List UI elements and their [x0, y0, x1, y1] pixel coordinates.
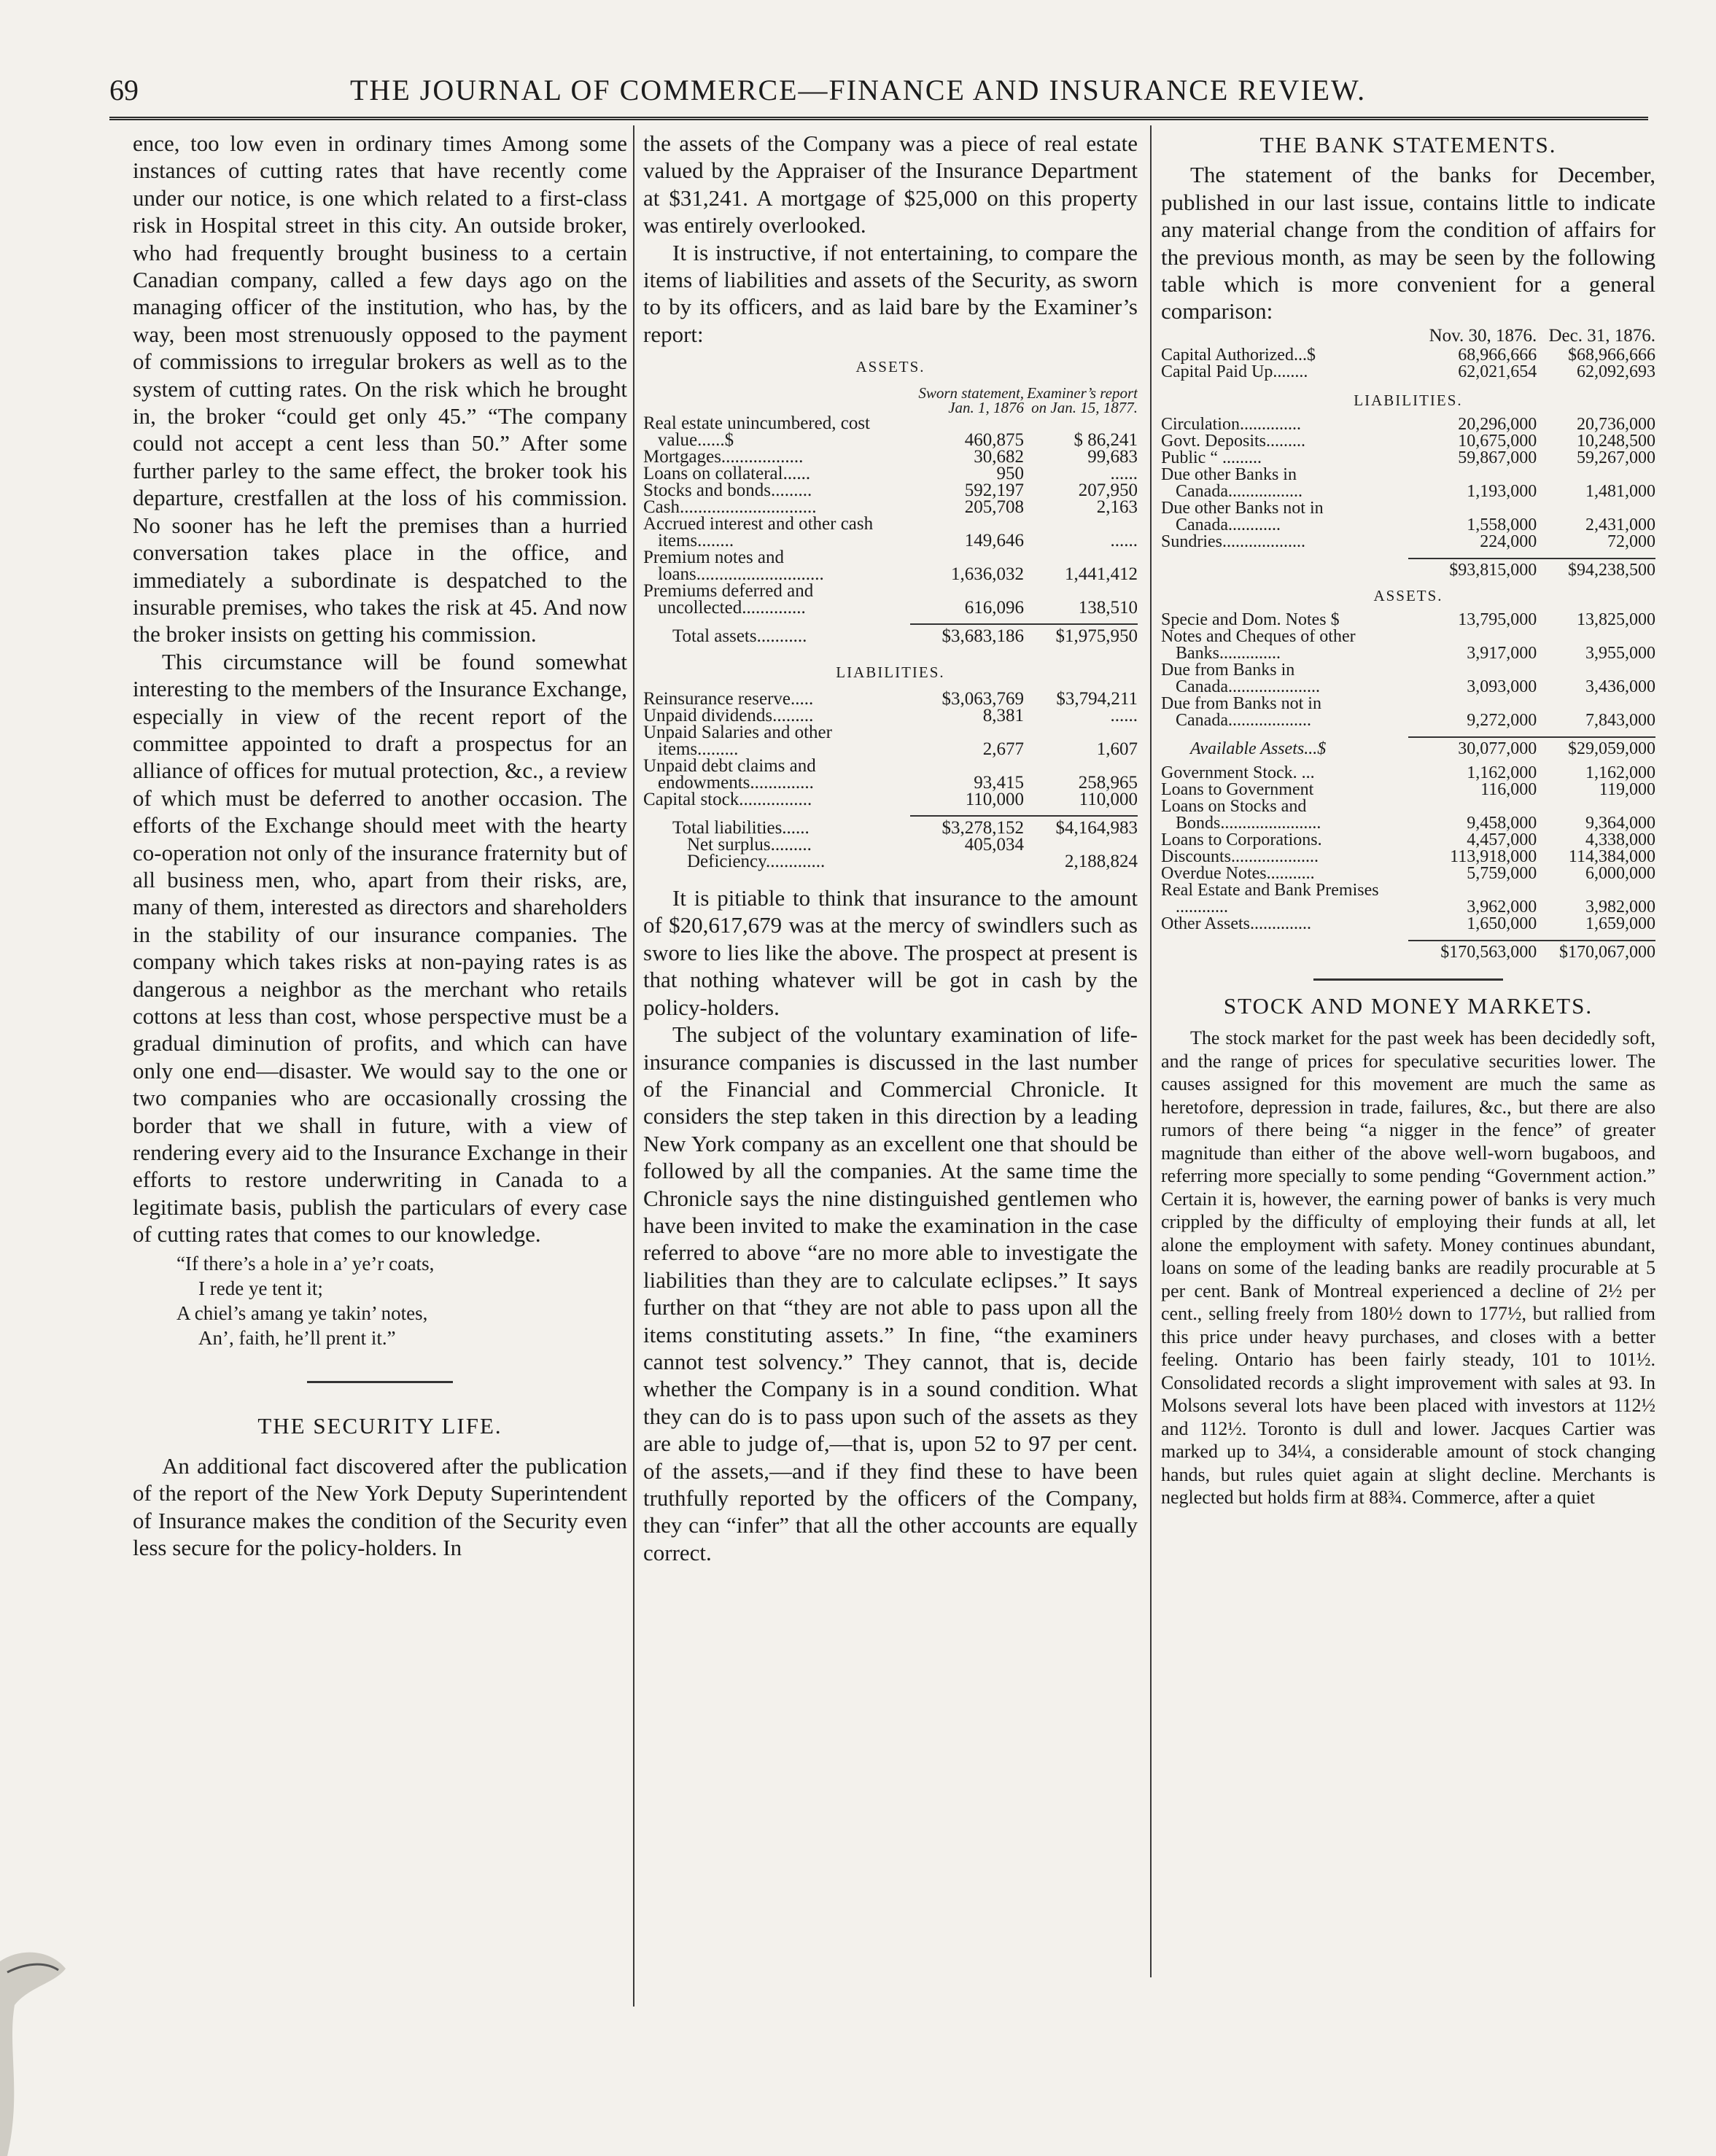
- nov-value: 224,000: [1480, 532, 1537, 551]
- table-row: [643, 465, 1138, 482]
- dec-value: 3,436,000: [1585, 677, 1655, 696]
- dec-value: 1,659,000: [1585, 914, 1655, 933]
- column-3: [1161, 130, 1655, 2004]
- table-row: [1161, 882, 1655, 916]
- dec-value: 119,000: [1599, 779, 1655, 799]
- table-row: [643, 758, 1138, 791]
- row-label: Specie and Dom. Notes $: [1161, 610, 1340, 629]
- table-row: [1161, 500, 1655, 534]
- examiner-value: $3,794,211: [1056, 689, 1138, 709]
- row-label: Public “ .........: [1161, 448, 1262, 467]
- sworn-value: $3,063,769: [942, 689, 1025, 709]
- sworn-value: $3,683,186: [910, 624, 1024, 645]
- nov-value: 9,458,000: [1467, 813, 1537, 833]
- examiner-value: $1,975,950: [1024, 624, 1138, 645]
- row-label: Cash..............................: [643, 497, 817, 517]
- row-label: Deficiency.............: [687, 852, 826, 872]
- table-row: [643, 583, 1138, 616]
- page-edge-mark: [0, 1918, 88, 2156]
- row-label: Due other Banks not in Canada............: [1161, 498, 1324, 534]
- total-row: [1161, 941, 1655, 961]
- dec-value: 9,364,000: [1585, 813, 1655, 833]
- table-row: [1161, 416, 1655, 433]
- row-label: Sundries...................: [1161, 532, 1305, 551]
- examiner-value: 2,163: [1096, 497, 1138, 517]
- table-row: [1161, 765, 1655, 782]
- table-row: [643, 415, 1138, 448]
- nov-value: 4,457,000: [1467, 830, 1537, 849]
- section-divider: [307, 1381, 453, 1383]
- section-heading: STOCK AND MONEY MARKETS.: [1223, 992, 1593, 1019]
- row-label: Discounts....................: [1161, 847, 1319, 866]
- table-row: [643, 853, 1138, 870]
- sworn-value: 110,000: [965, 790, 1025, 810]
- table-header-row: [643, 386, 1138, 415]
- article-paragraph: An additional fact discovered after the publication of the report of the New York Deputy Superintendent of Insurance makes the condition of the Security even less secure for the policy-holders. In: [133, 1453, 627, 1561]
- table-caption: ASSETS.: [855, 358, 925, 376]
- verse-line: A chiel’s amang ye takin’ notes,: [176, 1301, 428, 1324]
- article-paragraph: the assets of the Company was a piece of real estate valued by the Appraiser of the Insurance Department at $31,241. A mortgage of $25,000 on this property was entirely overlooked.: [643, 131, 1138, 238]
- nov-value: $93,815,000: [1408, 559, 1537, 579]
- table-row: [643, 791, 1138, 808]
- journal-title: THE JOURNAL OF COMMERCE—FINANCE AND INSURANCE REVIEW.: [350, 74, 1367, 106]
- nov-value: $170,563,000: [1408, 941, 1537, 961]
- nov-value: 9,272,000: [1467, 710, 1537, 730]
- row-label: Capital Authorized...$: [1161, 345, 1316, 365]
- table-row: [643, 724, 1138, 758]
- nov-value: 5,759,000: [1467, 863, 1537, 883]
- page-header: [109, 67, 1655, 111]
- verse-line: I rede ye tent it;: [198, 1277, 323, 1299]
- sworn-value: 30,682: [974, 446, 1025, 467]
- examiner-value: ......: [1110, 463, 1138, 483]
- nov-value: 62,021,654: [1458, 362, 1537, 381]
- dec-value: 7,843,000: [1585, 710, 1655, 730]
- row-label: Net surplus.........: [687, 835, 812, 855]
- table-row: [1161, 696, 1655, 729]
- row-label: Notes and Cheques of other Banks..............: [1161, 626, 1356, 663]
- row-label: Accrued interest and other cash items........: [643, 513, 874, 550]
- examiner-value: $ 86,241: [1074, 429, 1138, 450]
- security-liabilities-table: [643, 690, 1138, 870]
- dec-value: 6,000,000: [1585, 863, 1655, 883]
- dec-value: 20,736,000: [1577, 414, 1655, 434]
- row-label: Loans on Stocks and Bonds.......................: [1161, 796, 1321, 833]
- dec-value: 10,248,500: [1577, 431, 1655, 451]
- table-row: [643, 499, 1138, 515]
- security-assets-table: [643, 386, 1138, 645]
- table-row: [1161, 916, 1655, 933]
- total-row: [1161, 559, 1655, 579]
- dec-value: 4,338,000: [1585, 830, 1655, 849]
- table-row: [1161, 612, 1655, 628]
- dec-value: 59,267,000: [1577, 448, 1655, 467]
- nov-value: 68,966,666: [1458, 345, 1537, 365]
- row-label: Capital stock................: [643, 790, 812, 810]
- nov-value: 3,962,000: [1467, 897, 1537, 917]
- row-label: Available Assets...$: [1190, 739, 1327, 758]
- dec-value: 3,955,000: [1585, 643, 1655, 663]
- dec-value: 62,092,693: [1577, 362, 1655, 381]
- column-divider: [633, 125, 634, 2007]
- total-row: [643, 624, 1138, 645]
- sworn-value: 1,636,032: [951, 564, 1025, 584]
- table-header-row: [1161, 325, 1655, 347]
- column-header-sworn: Sworn statement, Jan. 1, 1876: [918, 384, 1025, 416]
- section-divider: [1313, 978, 1503, 981]
- sworn-value: 2,677: [982, 739, 1025, 760]
- column-2: [643, 130, 1138, 2025]
- table-row: [1161, 628, 1655, 662]
- nov-value: 13,795,000: [1458, 610, 1537, 629]
- header-rule: [109, 117, 1648, 120]
- table-row: [643, 836, 1138, 853]
- table-row: [1161, 534, 1655, 550]
- page-number: 69: [109, 74, 139, 106]
- row-label: Mortgages..................: [643, 446, 804, 467]
- table-row: [643, 482, 1138, 499]
- row-label: Govt. Deposits.........: [1161, 431, 1305, 451]
- dec-value: $170,067,000: [1537, 941, 1655, 961]
- examiner-value: 138,510: [1078, 597, 1138, 618]
- sworn-value: 405,034: [964, 835, 1025, 855]
- nov-value: 3,093,000: [1467, 677, 1537, 696]
- table-caption: LIABILITIES.: [836, 663, 945, 681]
- table-row: [1161, 450, 1655, 467]
- sworn-value: 460,875: [964, 429, 1025, 450]
- article-paragraph: The stock market for the past week has been decidedly soft, and the range of prices for speculative securities lower. The causes assigned for this movement are much the same as heretofore, depression in trade, failures, &c., but there are also rumors of there being “a nigger in the fence” of greater magnitude than either of the above well-worn bugaboos, and referring more specially to some pending “Government action.” Certain it is, however, the earning power of banks is very much crippled by the difficulty of employing their funds at all, let alone the employment with safety. Money continues abundant, loans on some of the leading banks are readily procurable at 5 per cent. Bank of Montreal experienced a decline of 2½ per cent., selling freely from 180½ down to 177½, but rallied from this price under heavy purchases, and closes with a better feeling. Ontario has been fairly steady, 101 to 101½. Consolidated records a slight improvement with sales at 93. In Molsons several lots have been placed with investors at 112½ and 112½. Toronto is dull and lower. Jacques Cartier was marked up to 34¼, a considerable amount of stock changing hands, but rules quiet again at slight decline. Merchants is neglected but holds firm at 88¾. Commerce, after a quiet: [1161, 1027, 1655, 1509]
- table-row: [1161, 832, 1655, 849]
- nov-value: 116,000: [1480, 779, 1537, 799]
- sworn-value: 950: [996, 463, 1025, 483]
- nov-value: 1,193,000: [1467, 481, 1537, 501]
- sworn-value: [910, 853, 1024, 870]
- examiner-value: ......: [1110, 706, 1138, 726]
- nov-value: 10,675,000: [1458, 431, 1537, 451]
- row-label: Real estate unincumbered, cost value......$: [643, 413, 870, 450]
- table-row: [643, 448, 1138, 465]
- bank-statement-table: [1161, 325, 1655, 961]
- dec-value: 2,431,000: [1585, 515, 1655, 534]
- nov-value: 3,917,000: [1467, 643, 1537, 663]
- row-label: Capital Paid Up........: [1161, 362, 1308, 381]
- dec-value: 1,481,000: [1585, 481, 1655, 501]
- sworn-value: 8,381: [982, 706, 1025, 726]
- table-row: [1161, 347, 1655, 364]
- sworn-value: 592,197: [964, 480, 1025, 500]
- row-label: Loans on collateral......: [643, 463, 811, 483]
- table-row: [1161, 467, 1655, 500]
- row-label: Overdue Notes...........: [1161, 863, 1315, 883]
- row-label: Other Assets..............: [1161, 914, 1311, 933]
- examiner-value: ......: [1110, 530, 1138, 550]
- table-row: [643, 515, 1138, 549]
- row-label: Due from Banks not in Canada...................: [1161, 693, 1321, 730]
- examiner-value: $4,164,983: [1024, 816, 1138, 836]
- row-label: Loans to Corporations.: [1161, 830, 1322, 849]
- row-label: Loans to Government: [1161, 779, 1314, 799]
- dec-value: $29,059,000: [1537, 737, 1655, 758]
- article-paragraph: The statement of the banks for December, published in our last issue, contains little to indicate any material change from the condition of affairs for the previous month, as may be seen by the following table which is more convenient for a general comparison:: [1161, 162, 1655, 324]
- article-paragraph: ence, too low even in ordinary times Among some instances of cutting rates that have recently come under our notice, is one which related to a first-class risk in Hospital street in this city. An outside broker, who had frequently brought business to a certain Canadian company, called a few days ago on the managing officer of the institution, who has, by the way, been most strenuously opposed to the payment of commissions to irregular brokers as well as to the system of cutting rates. On the risk which he brought in, the broker “could get only 45.” “The company could not accept a cent less than 50.” After some further parley to the same effect, the broker took his departure, crestfallen at the loss of his commission. No sooner has he left the premises than a hurried conversation takes place in the office, and immediately a subordinate is despatched to the insurable premises, who takes the risk at 45. And now the broker insists on getting his commission.: [133, 131, 627, 647]
- nov-value: 20,296,000: [1458, 414, 1537, 434]
- row-label: Due other Banks in Canada.................: [1161, 464, 1302, 501]
- examiner-value: 110,000: [1079, 790, 1138, 810]
- column-divider: [1150, 125, 1152, 1977]
- dec-value: $68,966,666: [1568, 345, 1655, 365]
- verse-line: An’, faith, he’ll prent it.”: [198, 1326, 396, 1349]
- row-label: Unpaid dividends.........: [643, 706, 814, 726]
- examiner-value: [1024, 836, 1138, 853]
- total-row: [1161, 737, 1655, 758]
- sworn-value: 616,096: [964, 597, 1025, 618]
- table-row: [1161, 782, 1655, 798]
- table-row: [1161, 798, 1655, 832]
- table-row: [1161, 662, 1655, 696]
- article-paragraph: This circumstance will be found somewhat interesting to the members of the Insurance Exchange, especially in view of the recent report of the committee appointed to draft a prospectus for an alliance of offices for mutual protection, &c., a review of which must be deferred to another occasion. The efforts of the Exchange should meet with the hearty co-operation not only of the insurance fraternity but of all business men, who, apart from their risks, are, many of them, interested as directors and shareholders in the stability of our insurance companies. The company which takes risks at non-paying rates is as dangerous a neighbor as the merchant who retails cottons at less than cost, whose perspective must be a gradual diminution of profits, and which can have only one end—disaster. We would say to the one or two companies who are occasionally crossing the border that we shall in future, with a view of rendering every aid to the Insurance Exchange in their efforts to restore underwriting in Canada to a legitimate basis, publish the particulars of every case of cutting rates that comes to our knowledge.: [133, 648, 627, 1248]
- nov-value: 1,558,000: [1467, 515, 1537, 534]
- sworn-value: 205,708: [964, 497, 1025, 517]
- column-1: [133, 130, 627, 2025]
- row-label: Government Stock. ...: [1161, 763, 1315, 782]
- dec-value: 13,825,000: [1577, 610, 1655, 629]
- examiner-value: 1,607: [1096, 739, 1138, 760]
- row-label: Unpaid Salaries and other items.........: [643, 723, 832, 760]
- examiner-value: 1,441,412: [1065, 564, 1138, 584]
- row-label: Unpaid debt claims and endowments..............: [643, 756, 816, 793]
- column-header-examiner: Examiner’s report on Jan. 15, 1877.: [1027, 384, 1138, 416]
- total-row: [643, 816, 1138, 836]
- row-label: Real Estate and Bank Premises ............: [1161, 880, 1379, 917]
- table-row: [1161, 865, 1655, 882]
- verse-line: “If there’s a hole in a’ ye’r coats,: [176, 1252, 435, 1274]
- examiner-value: 258,965: [1078, 773, 1138, 793]
- verse-quote: [176, 1251, 627, 1350]
- section-heading: THE BANK STATEMENTS.: [1259, 132, 1557, 157]
- table-row: [1161, 849, 1655, 865]
- examiner-value: 99,683: [1087, 446, 1138, 467]
- article-paragraph: It is pitiable to think that insurance to the amount of $20,617,679 was at the mercy of swindlers such as swore to lies like the above. The prospect at present is that nothing whatever will be got in cash by the policy-holders.: [643, 885, 1138, 1020]
- dec-value: $94,238,500: [1537, 559, 1655, 579]
- nov-value: 1,162,000: [1467, 763, 1537, 782]
- row-label: Stocks and bonds.........: [643, 480, 812, 500]
- table-row: [643, 549, 1138, 583]
- table-row: [1161, 364, 1655, 381]
- article-paragraph: The subject of the voluntary examination of life-insurance companies is discussed in the last number of the Financial and Commercial Chronicle. It considers the step taken in this direction by a leading New York company as an excellent one that should be followed by all the companies. At the same time the Chronicle says the nine distinguished gentlemen who have been invited to make the examination in the case referred to above “are no more able to investigate the liabilities than they are to calculate eclipses.” It says further on that “they are not able to pass upon all the items constituting assets.” In fine, “the examiners cannot test solvency.” They cannot, that is, decide whether the Company is in a sound condition. What they can do is to pass upon such of the assets as they are able to judge of,—that is, upon 52 to 97 per cent. of the assets,—and if they find these to have been truthfully reported by the officers of the Company, they can “infer” that all the other accounts are equally correct.: [643, 1021, 1138, 1565]
- row-label: Due from Banks in Canada.....................: [1161, 660, 1320, 696]
- table-row: [643, 690, 1138, 707]
- table-caption: LIABILITIES.: [1354, 391, 1463, 409]
- nov-value: 113,918,000: [1450, 847, 1537, 866]
- row-label: Premiums deferred and uncollected..............: [643, 580, 814, 618]
- column-header-nov: Nov. 30, 1876.: [1429, 325, 1537, 346]
- sworn-value: $3,278,152: [910, 816, 1024, 836]
- nov-value: 30,077,000: [1408, 737, 1537, 758]
- table-row: [643, 707, 1138, 724]
- nov-value: 59,867,000: [1458, 448, 1537, 467]
- nov-value: 1,650,000: [1467, 914, 1537, 933]
- sworn-value: 149,646: [964, 530, 1025, 550]
- section-heading: THE SECURITY LIFE.: [257, 1412, 502, 1439]
- row-label: Premium notes and loans............................: [643, 547, 824, 584]
- article-paragraph: It is instructive, if not entertaining, to compare the items of liabilities and assets of the Security, as sworn to by its officers, and as laid bare by the Examiner’s report:: [643, 239, 1138, 347]
- column-header-dec: Dec. 31, 1876.: [1548, 325, 1655, 346]
- row-label: Circulation..............: [1161, 414, 1301, 434]
- row-label: Reinsurance reserve.....: [643, 689, 814, 709]
- table-row: [1161, 433, 1655, 450]
- dec-value: 1,162,000: [1585, 763, 1655, 782]
- dec-value: 72,000: [1607, 532, 1655, 551]
- examiner-value: 2,188,824: [1065, 852, 1138, 872]
- row-label: Total liabilities......: [672, 818, 810, 838]
- row-label: Total assets...........: [672, 626, 807, 646]
- table-caption: ASSETS.: [1373, 586, 1443, 604]
- sworn-value: 93,415: [974, 773, 1025, 793]
- examiner-value: 207,950: [1078, 480, 1138, 500]
- dec-value: 114,384,000: [1568, 847, 1655, 866]
- dec-value: 3,982,000: [1585, 897, 1655, 917]
